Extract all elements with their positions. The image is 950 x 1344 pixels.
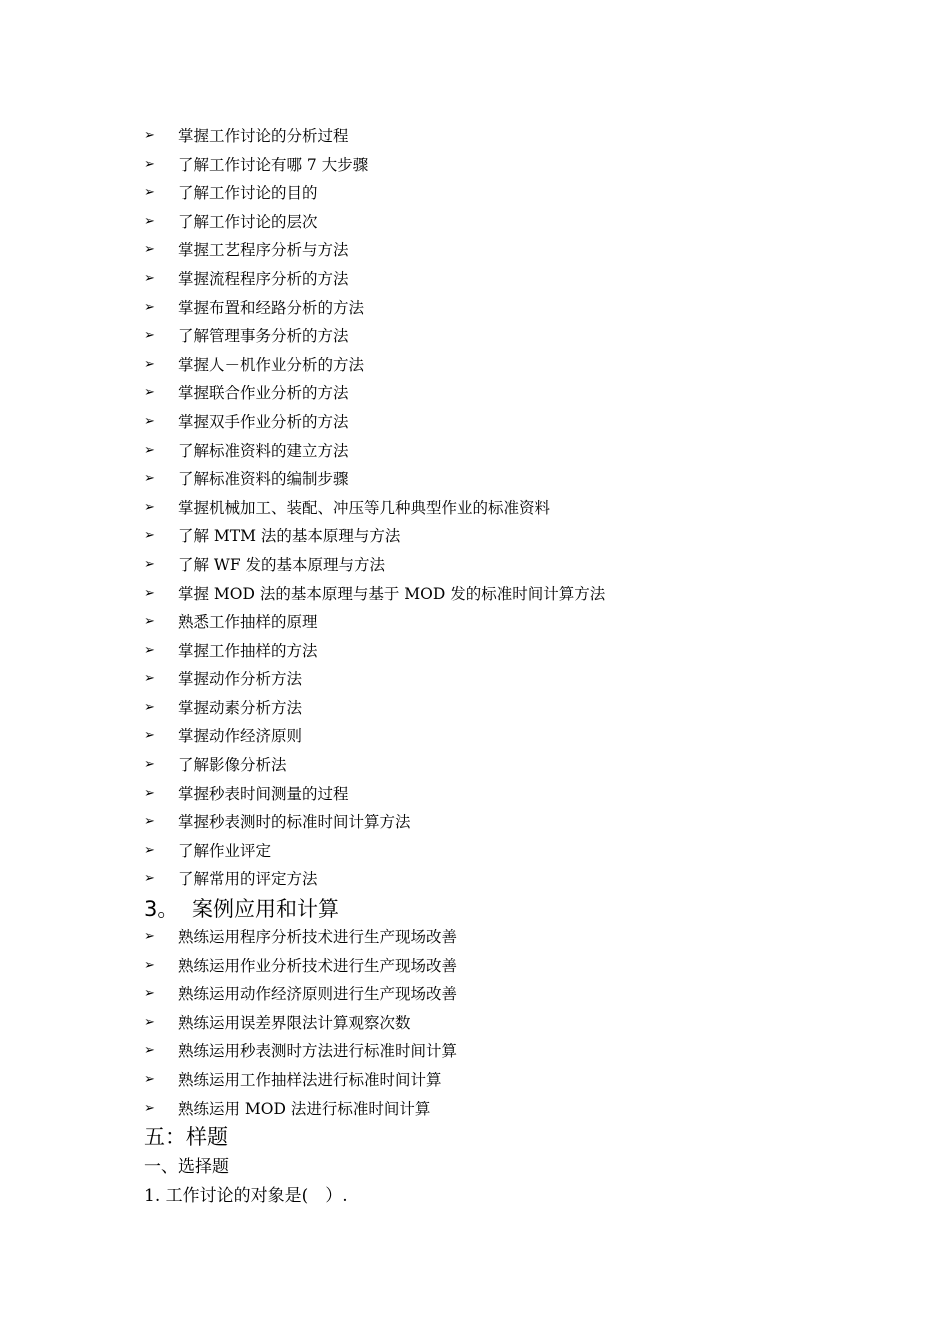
list-item-text: 熟悉工作抽样的原理	[178, 613, 318, 632]
list-item-text: 掌握流程程序分析的方法	[178, 269, 349, 288]
arrow-bullet-icon: ➢	[144, 442, 155, 458]
arrow-bullet-icon: ➢	[144, 356, 155, 372]
list-item	[144, 637, 605, 666]
arrow-bullet-icon: ➢	[144, 471, 155, 487]
arrow-bullet-icon: ➢	[144, 156, 155, 172]
section-3-heading	[144, 894, 339, 924]
arrow-bullet-icon: ➢	[144, 242, 155, 258]
list-item-text: 熟练运用作业分析技术进行生产现场改善	[178, 956, 458, 975]
list-item	[144, 494, 605, 523]
arrow-bullet-icon: ➢	[144, 757, 155, 773]
list-item	[144, 980, 457, 1009]
list-item-text: 熟练运用工作抽样法进行标准时间计算	[178, 1070, 442, 1089]
arrow-bullet-icon: ➢	[144, 1043, 155, 1059]
arrow-bullet-icon: ➢	[144, 185, 155, 201]
list-item	[144, 1095, 457, 1124]
list-item-text: 了解工作讨论的目的	[178, 184, 318, 203]
section-3-number: 3。	[144, 897, 179, 921]
list-item-text: 掌握机械加工、装配、冲压等几种典型作业的标准资料	[178, 498, 551, 517]
list-item-text: 了解工作讨论有哪 7 大步骤	[178, 155, 369, 174]
list-item	[144, 465, 605, 494]
list-item-text: 掌握工作讨论的分析过程	[178, 127, 349, 145]
subsection-multiple-choice-heading: 一、选择题	[144, 1157, 229, 1177]
list-item-text: 掌握联合作业分析的方法	[178, 384, 349, 403]
list-item-text: 了解作业评定	[178, 841, 272, 860]
arrow-bullet-icon: ➢	[144, 699, 155, 715]
arrow-bullet-icon: ➢	[144, 1014, 155, 1030]
list-item-text: 掌握布置和经路分析的方法	[178, 298, 365, 317]
list-item-text: 掌握秒表时间测量的过程	[178, 784, 349, 803]
list-item-text: 熟练运用程序分析技术进行生产现场改善	[178, 928, 458, 946]
arrow-bullet-icon: ➢	[144, 814, 155, 830]
list-item-text: 了解常用的评定方法	[178, 870, 318, 889]
arrow-bullet-icon: ➢	[144, 328, 155, 344]
list-item	[144, 379, 605, 408]
arrow-bullet-icon: ➢	[144, 671, 155, 687]
arrow-bullet-icon: ➢	[144, 1071, 155, 1087]
arrow-bullet-icon: ➢	[144, 986, 155, 1002]
list-item-text: 掌握工艺程序分析与方法	[178, 241, 349, 260]
list-item	[144, 722, 605, 751]
list-item	[144, 665, 605, 694]
list-item	[144, 351, 605, 380]
list-item	[144, 122, 605, 151]
list-item	[144, 1066, 457, 1095]
list-item-text: 掌握动作经济原则	[178, 727, 303, 746]
arrow-bullet-icon: ➢	[144, 499, 155, 515]
list-item-text: 掌握工作抽样的方法	[178, 641, 318, 660]
arrow-bullet-icon: ➢	[144, 1100, 155, 1116]
question-1: 1. 工作讨论的对象是( ）.	[144, 1186, 348, 1206]
case-application-list	[144, 923, 457, 1123]
list-item	[144, 608, 605, 637]
list-item	[144, 780, 605, 809]
list-item-text: 熟练运用误差界限法计算观察次数	[178, 1013, 411, 1032]
arrow-bullet-icon: ➢	[144, 556, 155, 572]
list-item-text: 了解影像分析法	[178, 756, 287, 775]
list-item	[144, 322, 605, 351]
arrow-bullet-icon: ➢	[144, 642, 155, 658]
list-item-text: 掌握人－机作业分析的方法	[178, 355, 365, 374]
arrow-bullet-icon: ➢	[144, 128, 155, 143]
arrow-bullet-icon: ➢	[144, 270, 155, 286]
arrow-bullet-icon: ➢	[144, 299, 155, 315]
arrow-bullet-icon: ➢	[144, 528, 155, 544]
list-item	[144, 437, 605, 466]
list-item	[144, 208, 605, 237]
list-item	[144, 1009, 457, 1038]
arrow-bullet-icon: ➢	[144, 957, 155, 973]
list-item-text: 了解标准资料的编制步骤	[178, 470, 349, 489]
arrow-bullet-icon: ➢	[144, 728, 155, 744]
list-item-text: 熟练运用动作经济原则进行生产现场改善	[178, 985, 458, 1004]
arrow-bullet-icon: ➢	[144, 871, 155, 887]
arrow-bullet-icon: ➢	[144, 842, 155, 858]
list-item	[144, 865, 605, 894]
list-item	[144, 294, 605, 323]
list-item-text: 了解 WF 发的基本原理与方法	[178, 555, 386, 574]
list-item-text: 熟练运用 MOD 法进行标准时间计算	[178, 1099, 431, 1118]
list-item	[144, 751, 605, 780]
list-item	[144, 923, 457, 952]
list-item	[144, 151, 605, 180]
list-item-text: 了解标准资料的建立方法	[178, 441, 349, 460]
list-item-text: 掌握秒表测时的标准时间计算方法	[178, 813, 411, 832]
arrow-bullet-icon: ➢	[144, 614, 155, 630]
list-item	[144, 580, 605, 609]
arrow-bullet-icon: ➢	[144, 213, 155, 229]
arrow-bullet-icon: ➢	[144, 785, 155, 801]
section-5-heading: 五：样题	[144, 1125, 228, 1149]
list-item	[144, 837, 605, 866]
list-item-text: 了解 MTM 法的基本原理与方法	[178, 527, 401, 546]
list-item	[144, 808, 605, 837]
list-item	[144, 694, 605, 723]
list-item-text: 掌握动素分析方法	[178, 698, 303, 717]
section-3-title: 案例应用和计算	[192, 897, 339, 921]
arrow-bullet-icon: ➢	[144, 413, 155, 429]
list-item	[144, 1037, 457, 1066]
list-item	[144, 522, 605, 551]
arrow-bullet-icon: ➢	[144, 385, 155, 401]
arrow-bullet-icon: ➢	[144, 929, 155, 944]
list-item	[144, 952, 457, 981]
arrow-bullet-icon: ➢	[144, 585, 155, 601]
list-item-text: 掌握动作分析方法	[178, 670, 303, 689]
list-item-text: 熟练运用秒表测时方法进行标准时间计算	[178, 1042, 458, 1061]
list-item-text: 掌握 MOD 法的基本原理与基于 MOD 发的标准时间计算方法	[178, 584, 606, 603]
list-item	[144, 551, 605, 580]
list-item	[144, 236, 605, 265]
list-item-text: 掌握双手作业分析的方法	[178, 412, 349, 431]
objectives-list	[144, 122, 605, 894]
list-item-text: 了解工作讨论的层次	[178, 212, 318, 231]
list-item	[144, 408, 605, 437]
list-item	[144, 179, 605, 208]
list-item	[144, 265, 605, 294]
list-item-text: 了解管理事务分析的方法	[178, 327, 349, 346]
